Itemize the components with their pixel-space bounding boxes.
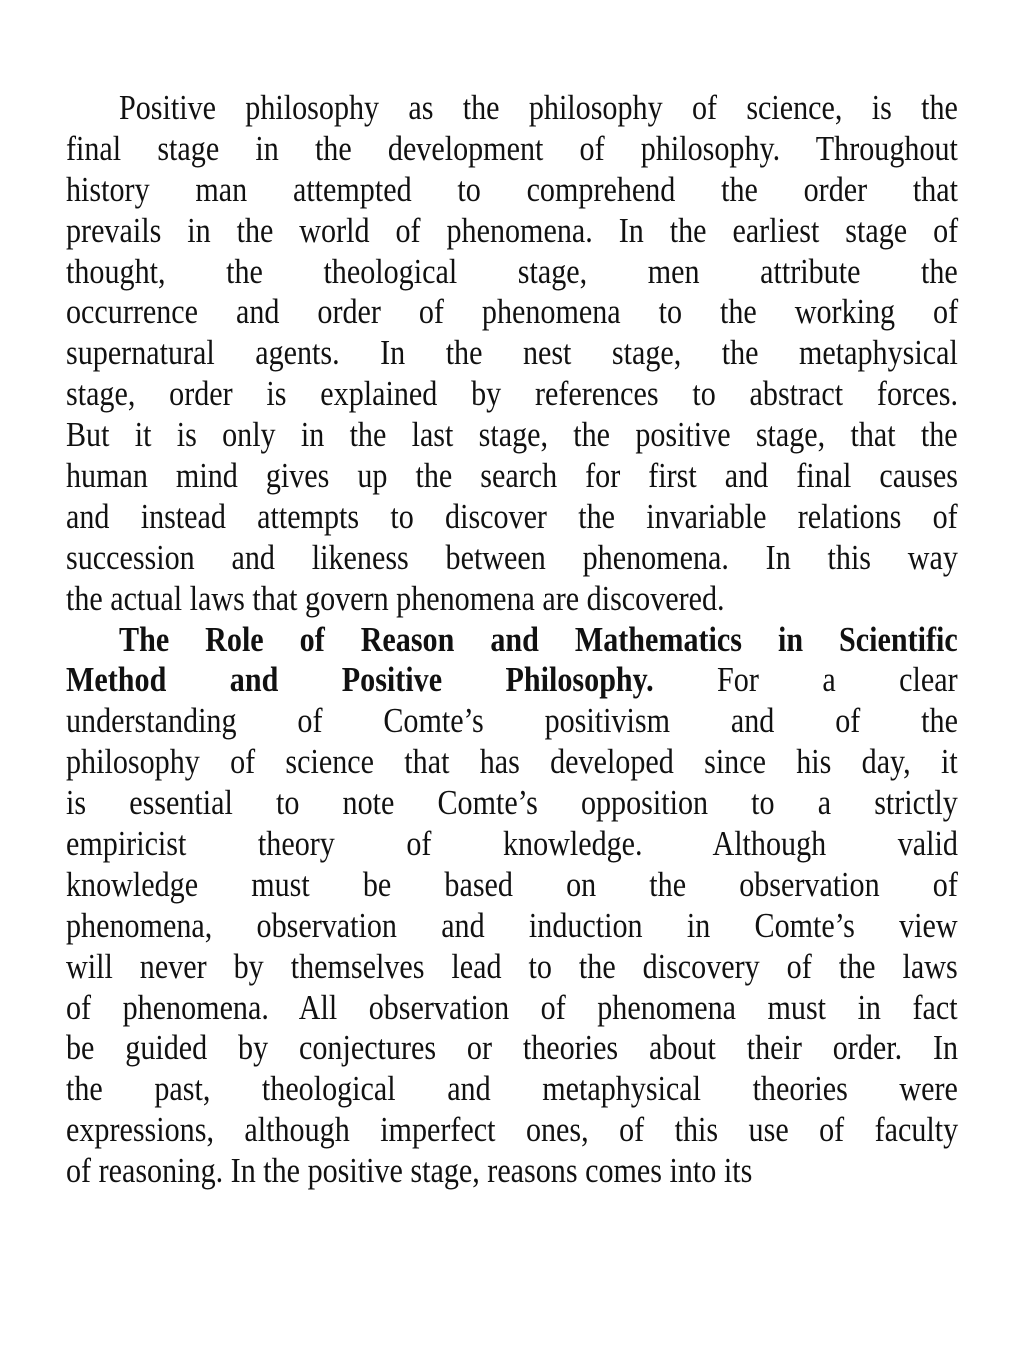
text-line <box>66 783 958 824</box>
body-text: of reasoning. In the positive stage, reasons comes into its <box>66 1151 753 1191</box>
text-line <box>66 456 958 497</box>
text-line-content <box>119 620 958 660</box>
body-text: the past, theological and metaphysical theories were <box>66 1069 958 1109</box>
body-text: and instead attempts to discover the invariable relations of <box>66 496 958 536</box>
text-line-content <box>66 865 958 905</box>
text-line <box>66 252 958 293</box>
text-line <box>66 660 958 701</box>
text-line <box>66 1069 958 1110</box>
text-line <box>66 1151 958 1192</box>
body-text: of phenomena. All observation of phenomena must in fact <box>66 987 958 1027</box>
text-line <box>66 1028 958 1069</box>
body-text: will never by themselves lead to the discovery of the laws <box>66 946 958 986</box>
text-line-content <box>66 415 958 455</box>
paragraph-role-of-reason <box>66 620 958 1192</box>
text-line-content <box>66 497 958 537</box>
text-line-content <box>66 1151 752 1191</box>
text-line <box>66 988 958 1029</box>
text-line <box>66 1110 958 1151</box>
body-text: occurrence and order of phenomena to the working of <box>66 292 959 332</box>
text-line-content <box>119 88 958 128</box>
text-line <box>66 415 958 456</box>
section-heading: Method and Positive Philosophy. <box>66 660 654 700</box>
text-line <box>66 906 958 947</box>
text-line-content <box>66 129 958 169</box>
text-line-content <box>66 1028 958 1068</box>
text-line-content <box>66 538 958 578</box>
text-line-content <box>66 456 958 496</box>
text-line-content <box>66 906 958 946</box>
body-text: succession and likeness between phenomena. In this way <box>66 537 958 577</box>
text-line-content <box>66 292 958 332</box>
text-line <box>66 620 958 661</box>
body-text: empiricist theory of knowledge. Although valid <box>66 824 958 864</box>
body-text: expressions, although imperfect ones, of this use of faculty <box>66 1110 959 1150</box>
text-line-content <box>66 701 958 741</box>
body-text: prevails in the world of phenomena. In the earliest stage of <box>66 210 959 250</box>
text-line-content <box>66 579 725 619</box>
section-heading: The Role of Reason and Mathematics in Scientific <box>119 619 958 659</box>
text-line <box>66 538 958 579</box>
text-line-content <box>66 170 958 210</box>
body-text: the actual laws that govern phenomena are discovered. <box>66 578 725 618</box>
text-line-content <box>66 374 958 414</box>
text-line-content <box>66 211 958 251</box>
text-line <box>66 865 958 906</box>
body-text: is essential to note Comte’s opposition to a strictly <box>66 783 958 823</box>
text-line <box>66 88 958 129</box>
text-line-content <box>66 333 958 373</box>
text-line <box>66 170 958 211</box>
body-text: But it is only in the last stage, the positive stage, that the <box>66 415 958 455</box>
text-line <box>66 701 958 742</box>
text-line-content <box>66 988 958 1028</box>
body-text: history man attempted to comprehend the order that <box>66 169 959 209</box>
text-line <box>66 333 958 374</box>
text-line <box>66 292 958 333</box>
text-line <box>66 374 958 415</box>
body-text: understanding of Comte’s positivism and of the <box>66 701 958 741</box>
body-text: be guided by conjectures or theories about their order. In <box>66 1028 959 1068</box>
text-line <box>66 129 958 170</box>
text-line-content <box>66 947 958 987</box>
body-text: For a clear <box>653 660 958 700</box>
text-line <box>66 824 958 865</box>
text-line-content <box>66 1069 958 1109</box>
text-line-content <box>66 1110 958 1150</box>
body-text: thought, the theological stage, men attribute the <box>66 251 958 291</box>
body-text: Positive philosophy as the philosophy of science, is the <box>119 88 958 127</box>
document-page <box>66 88 958 1192</box>
text-line <box>66 211 958 252</box>
paragraph-positive-philosophy <box>66 88 958 620</box>
text-line-content <box>66 742 958 782</box>
text-line-content <box>66 252 958 292</box>
text-line <box>66 497 958 538</box>
text-line-content <box>66 660 958 700</box>
body-text: knowledge must be based on the observation of <box>66 864 958 904</box>
text-line <box>66 947 958 988</box>
body-text: supernatural agents. In the nest stage, the metaphysical <box>66 333 958 373</box>
body-text: phenomena, observation and induction in Comte’s view <box>66 905 958 945</box>
text-line-content <box>66 783 958 823</box>
body-text: stage, order is explained by references to abstract forces. <box>66 374 958 414</box>
body-text: human mind gives up the search for first and final causes <box>66 456 958 496</box>
body-text: final stage in the development of philosophy. Throughout <box>66 128 958 168</box>
text-line <box>66 742 958 783</box>
text-line-content <box>66 824 958 864</box>
body-text: philosophy of science that has developed since his day, it <box>66 742 958 782</box>
text-line <box>66 579 958 620</box>
